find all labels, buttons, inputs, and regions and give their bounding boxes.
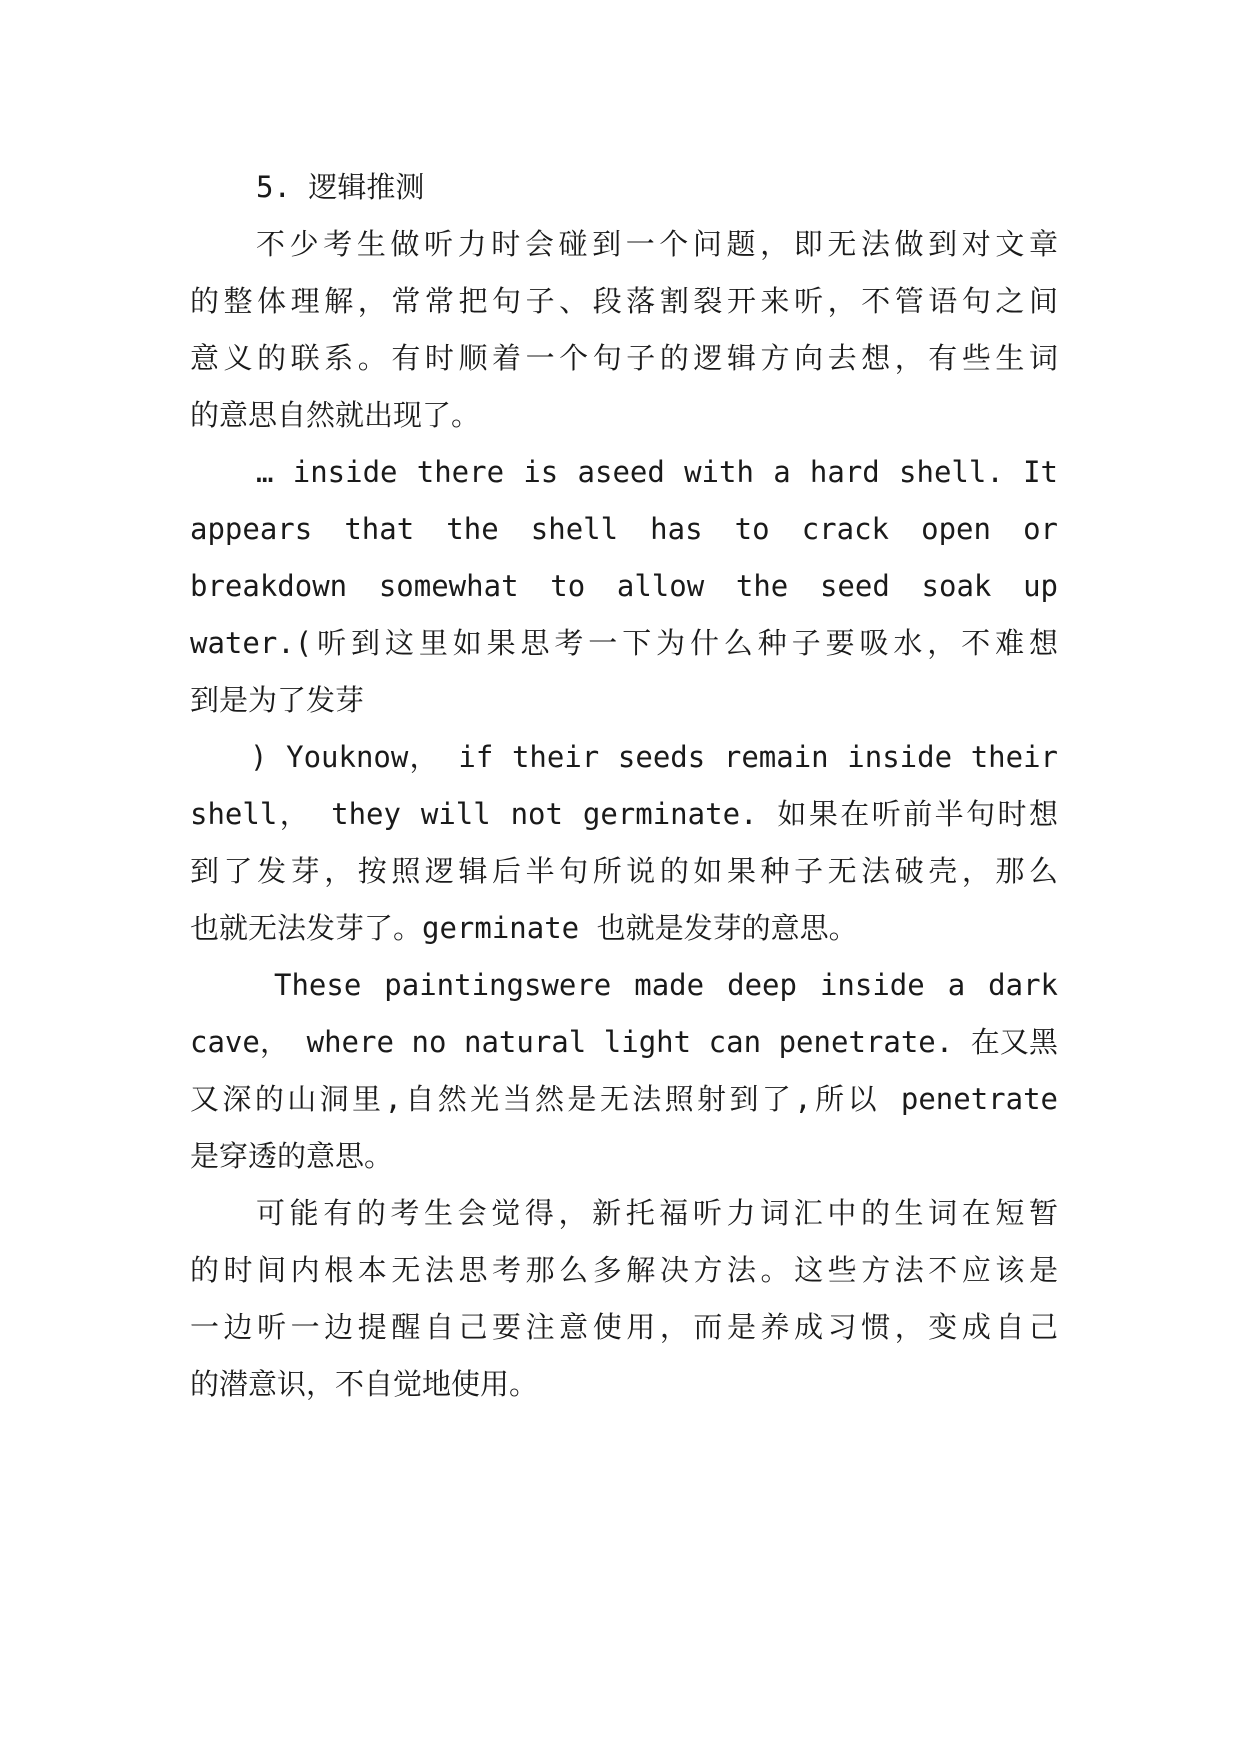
example1-cont-line-3: 到了发芽，按照逻辑后半句所说的如果种子无法破壳，那么 <box>190 854 1058 888</box>
paragraph1-line-1: 不少考生做听力时会碰到一个问题，即无法做到对文章 <box>256 227 1058 261</box>
example1-line-2: appears that the shell has to crack open or <box>190 512 1058 546</box>
paragraph2-line-4: 的潜意识，不自觉地使用。 <box>190 1367 539 1401</box>
paragraph1-line-4: 的意思自然就出现了。 <box>190 398 481 432</box>
example1-line-1: … inside there is aseed with a hard shell. It <box>256 455 1058 489</box>
paragraph1-line-2: 的整体理解，常常把句子、段落割裂开来听，不管语句之间 <box>190 284 1058 318</box>
paragraph2-line-1: 可能有的考生会觉得，新托福听力词汇中的生词在短暂 <box>256 1196 1058 1230</box>
example1-cont-line-1: ) Youknow， if their seeds remain inside their <box>250 740 1058 774</box>
text-column <box>190 0 1058 1754</box>
section-heading: 5. 逻辑推测 <box>256 170 425 204</box>
example2-line-4: 是穿透的意思。 <box>190 1139 394 1173</box>
example1-cont-line-4: 也就无法发芽了。germinate 也就是发芽的意思。 <box>190 911 858 945</box>
paragraph2-line-3: 一边听一边提醒自己要注意使用，而是养成习惯，变成自己 <box>190 1310 1058 1344</box>
example2-line-2: cave， where no natural light can penetrate. 在又黑 <box>190 1025 1058 1059</box>
example1-cont-line-2: shell， they will not germinate. 如果在听前半句时想 <box>190 797 1058 831</box>
example2-line-3: 又深的山洞里,自然光当然是无法照射到了,所以 penetrate <box>190 1082 1058 1116</box>
paragraph1-line-3: 意义的联系。有时顺着一个句子的逻辑方向去想，有些生词 <box>190 341 1058 375</box>
example2-line-1: These paintingswere made deep inside a dark <box>274 968 1058 1002</box>
example1-line-4: water.(听到这里如果思考一下为什么种子要吸水，不难想 <box>190 626 1058 660</box>
example1-line-5: 到是为了发芽 <box>190 683 365 717</box>
paragraph2-line-2: 的时间内根本无法思考那么多解决方法。这些方法不应该是 <box>190 1253 1058 1287</box>
example1-line-3: breakdown somewhat to allow the seed soak up <box>190 569 1058 603</box>
